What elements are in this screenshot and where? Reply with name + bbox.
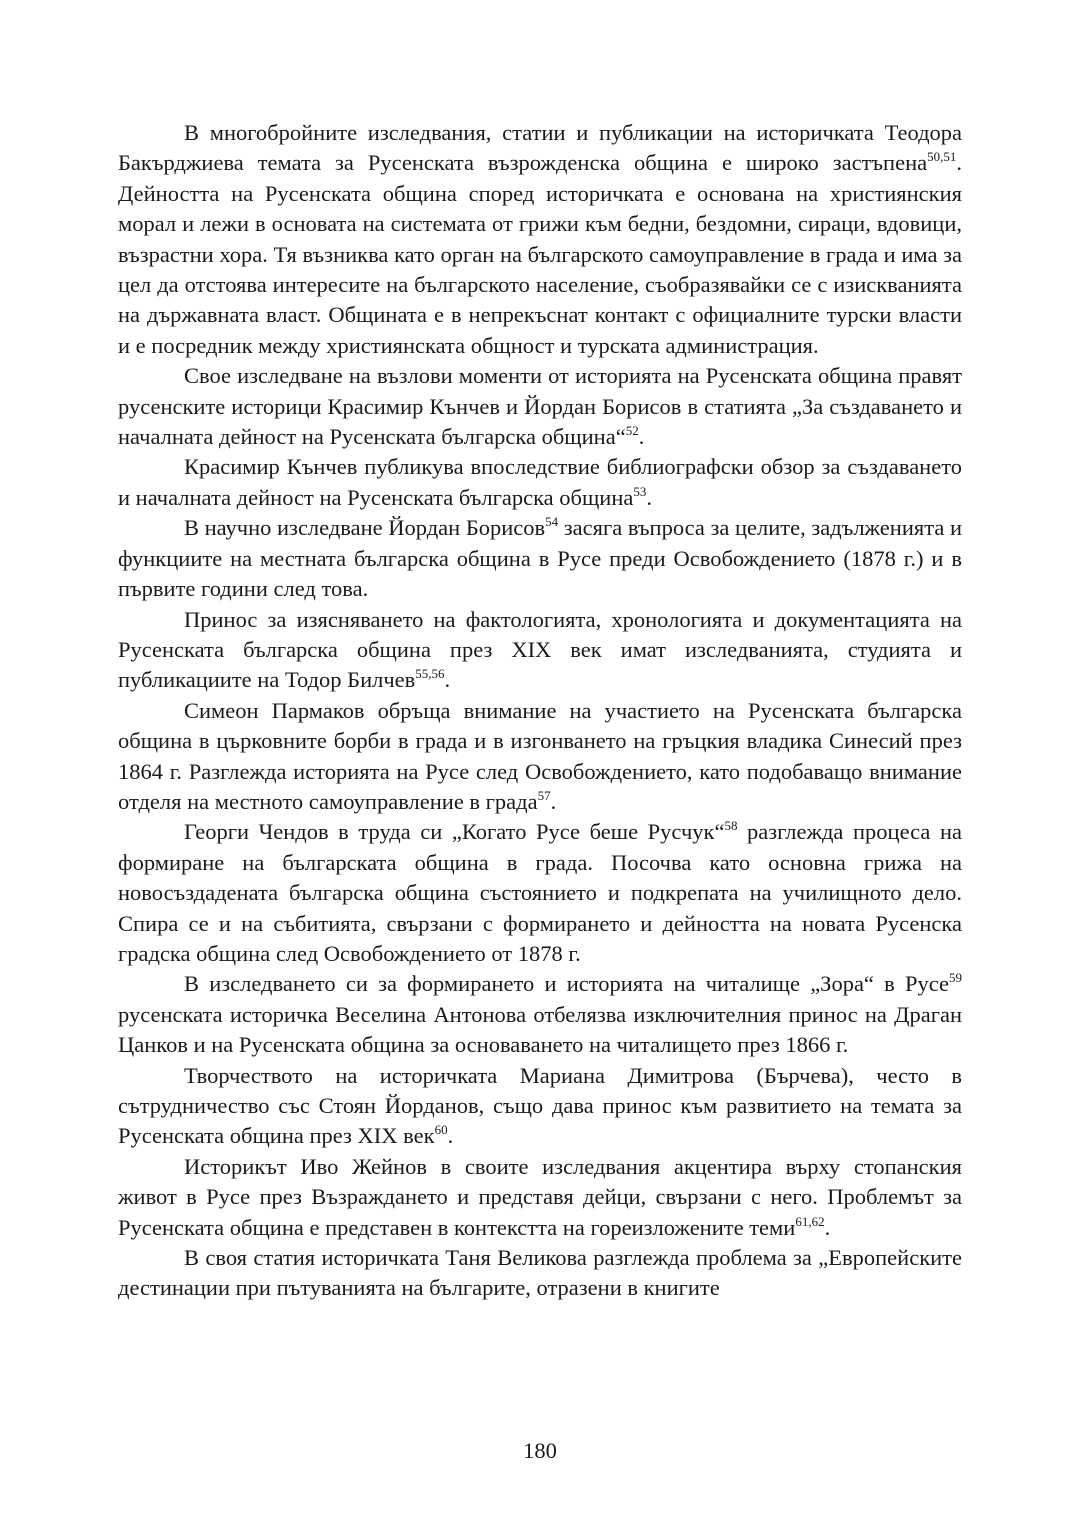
footnote-ref[interactable]: 58 xyxy=(724,818,738,834)
text-run: Принос за изясняването на фактологията, хронологията и документацията на Русенската българска община през XIX век имат изследванията, студията и публикациите на Тодор Билчев xyxy=(118,606,962,693)
footnote-ref[interactable]: 60 xyxy=(434,1122,448,1138)
paragraph xyxy=(118,361,962,452)
paragraph xyxy=(118,118,962,361)
footnote-ref[interactable]: 59 xyxy=(949,970,962,986)
paragraph xyxy=(118,1152,962,1243)
text-run: Георги Чендов в труда си „Когато Русе беше Русчук“ xyxy=(184,819,725,845)
text-run: . xyxy=(638,424,645,450)
paragraph xyxy=(118,605,962,696)
text-run: разглежда процеса на формиране на българската община в града. Посочва като основна грижа на новосъздадената българска община състоянието и подкрепата на училищното дело. Спира се и на събитията, свързани с формирането и дейността на новата Русенска градска община след Освобождението от 1878 г. xyxy=(118,819,962,966)
footnote-ref[interactable]: 54 xyxy=(545,514,559,530)
text-run: В своя статия историчката Таня Великова разглежда проблема за „Европейските дестинации при пътуванията на българите, отразени в книгите xyxy=(118,1245,962,1301)
footnote-ref[interactable]: 61,62 xyxy=(795,1213,825,1229)
text-run: Свое изследване на възлови моменти от историята на Русенската община правят русенските историци Красимир Кънчев и Йордан Борисов в статията „За създаването и началната дейност на Русенската българска община“ xyxy=(118,363,962,450)
footnote-ref[interactable]: 50,51 xyxy=(927,149,957,165)
text-run: В изследването си за формирането и историята на читалище „Зора“ в Русе xyxy=(184,971,949,997)
paragraph xyxy=(118,452,962,513)
page-number: 180 xyxy=(523,1438,557,1463)
text-run: Творчеството на историчката Мариана Димитрова (Бърчева), често в сътрудничество със Стоян Йорданов, също дава принос към развитието на темата за Русенската община през XIX век xyxy=(118,1062,962,1149)
text-run: Симеон Пармаков обръща внимание на участието на Русенската българска община в църковните борби в града и в изгонването на гръцкия владика Синесий през 1864 г. Разглежда историята на Русе след Освобождението, като подобаващо внимание отделя на местното самоуправление в града xyxy=(118,697,962,814)
paragraph xyxy=(118,817,962,969)
text-run: русенската историчка Веселина Антонова отбелязва изключителния принос на Драган Цанков и на Русенската община за основаването на читалището през 1866 г. xyxy=(118,1001,962,1058)
footnote-ref[interactable]: 55,56 xyxy=(415,666,445,682)
paragraph xyxy=(118,696,962,818)
text-run: . xyxy=(444,667,451,693)
paragraph xyxy=(118,513,962,604)
footnote-ref[interactable]: 57 xyxy=(537,787,551,803)
text-run: Красимир Кънчев публикува впоследствие библиографски обзор за създаването и началната дейност на Русенската българска община xyxy=(118,454,962,510)
text-run: засяга въпроса за целите, задълженията и функциите на местната българска община в Русе преди Освобождението (1878 г.) и в първите години след това. xyxy=(118,515,962,602)
body-text xyxy=(118,118,962,1304)
footnote-ref[interactable]: 52 xyxy=(625,423,639,439)
paragraph xyxy=(118,969,962,1060)
text-run: . Дейността на Русенската община според историчката е основана на християнския морал и лежи в основата на системата от грижи към бедни, бездомни, сираци, вдовици, възрастни хора. Тя възниква като орган на българското самоуправление в града и има за цел да отстоява интересите на българското население, съобразявайки се с изискванията на държавната власт. Общината е в непрекъснат контакт с официалните турски власти и е посредник между християнската общност и турската администрация. xyxy=(118,150,962,358)
paragraph xyxy=(118,1061,962,1152)
text-run: Историкът Иво Жейнов в своите изследвания акцентира върху стопанския живот в Русе през Възраждането и представя дейци, свързани с него. Проблемът за Русенската община е представен в контекстта на гореизложените теми xyxy=(118,1153,962,1240)
text-run: В многобройните изследвания, статии и публикации на историчката Теодора Бакърджиева темата за Русенската възрожденска община е широко застъпена xyxy=(118,120,962,176)
paragraph xyxy=(118,1243,962,1304)
text-run: В научно изследване Йордан Борисов xyxy=(184,515,546,541)
footnote-ref[interactable]: 53 xyxy=(633,483,647,499)
text-run: . xyxy=(646,484,652,510)
document-page xyxy=(118,118,962,1488)
text-run: . xyxy=(447,1123,454,1149)
text-run: . xyxy=(824,1214,831,1240)
text-run: . xyxy=(550,788,557,814)
